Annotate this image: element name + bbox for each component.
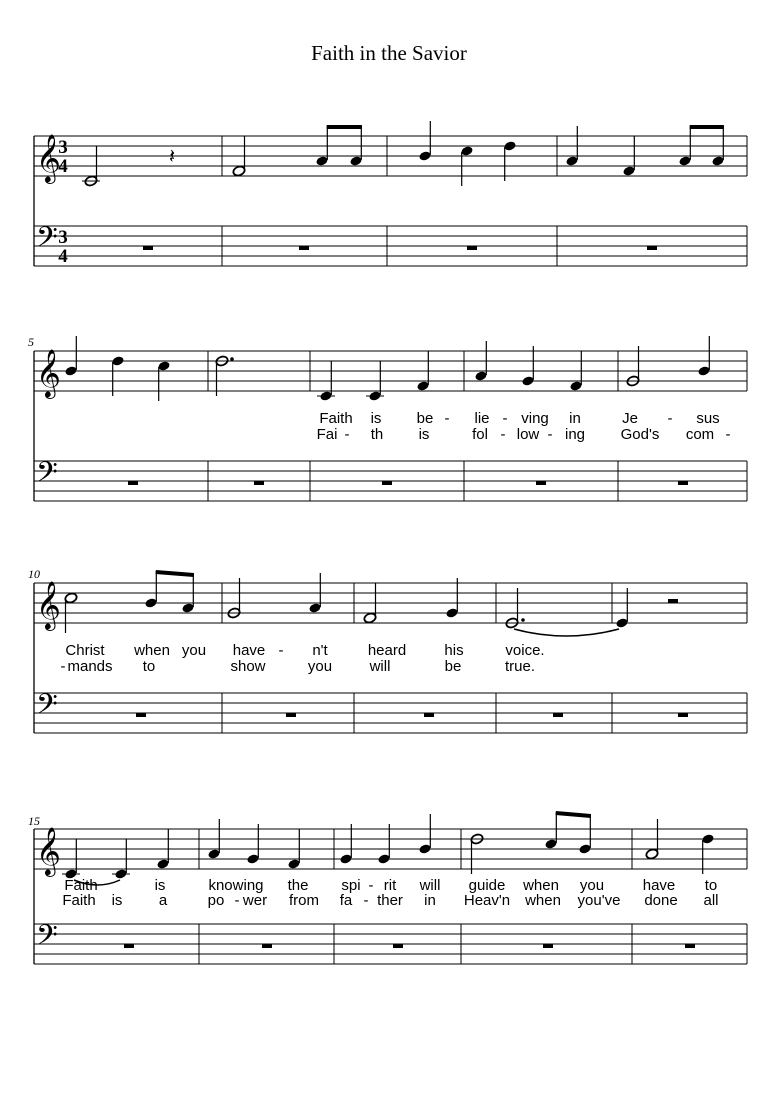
system-1: [34, 121, 747, 267]
bass-staff: [34, 924, 747, 964]
lyric-syllable: will: [419, 877, 441, 894]
lyric-syllable: be: [416, 410, 434, 427]
lyric-syllable: to: [142, 658, 156, 675]
whole-rest-icon: [299, 246, 309, 250]
bass-clef-icon: 𝄢: [36, 688, 58, 728]
whole-rest-icon: [286, 713, 296, 717]
lyric-syllable: from: [289, 892, 319, 909]
note-quarter: [246, 824, 259, 865]
system-3: [28, 567, 747, 733]
lyric-syllable: God's: [620, 426, 660, 443]
lyric-syllable: in: [569, 410, 581, 427]
lyric-syllable: low: [516, 426, 540, 443]
lyric-syllable: Faith: [64, 877, 98, 894]
lyric-syllable: is: [418, 426, 430, 443]
time-sig-numerator: 3: [58, 137, 68, 158]
whole-rest-icon: [124, 944, 134, 948]
note-eighth: [578, 815, 591, 855]
lyric-syllable: true.: [504, 658, 536, 675]
lyric-hyphen: -: [368, 877, 374, 894]
page-title: Faith in the Savior: [311, 41, 467, 65]
lyric-syllable: fa: [339, 892, 353, 909]
treble-staff: [34, 583, 747, 623]
whole-rest-icon: [424, 713, 434, 717]
tie: [514, 629, 619, 636]
lyric-hyphen: -: [725, 426, 731, 443]
lyric-syllable: th: [370, 426, 384, 443]
lyric-syllable: ing: [564, 426, 586, 443]
lyric-syllable: n't: [312, 642, 328, 659]
whole-rest-icon: [143, 246, 153, 250]
whole-rest-icon: [382, 481, 392, 485]
whole-rest-icon: [553, 713, 563, 717]
lyric-syllable: all: [703, 892, 719, 909]
note-eighth: [144, 571, 157, 609]
lyric-hyphen: -: [547, 426, 553, 443]
lyric-syllable: knowing: [208, 877, 264, 894]
lyric-syllable: fol: [472, 426, 488, 443]
whole-rest-icon: [393, 944, 403, 948]
lyric-syllable: Christ: [65, 642, 105, 659]
system-4: [28, 812, 747, 964]
barlines: [222, 583, 747, 733]
lyric-syllable: you: [181, 642, 207, 659]
whole-rest-icon: [678, 481, 688, 485]
lyric-syllable: when: [525, 892, 561, 909]
note-quarter: [377, 824, 390, 865]
time-sig-denominator: 4: [58, 246, 68, 267]
beam: [156, 572, 194, 575]
note-eighth: [181, 574, 194, 614]
lyric-syllable: guide: [468, 877, 506, 894]
lyric-syllable: in: [424, 892, 436, 909]
treble-clef-icon: 𝄞: [36, 580, 61, 629]
lyric-syllable: will: [369, 658, 391, 675]
whole-rest-icon: [262, 944, 272, 948]
note-quarter: [64, 336, 77, 377]
lyric-hyphen: -: [444, 410, 450, 427]
note-quarter: [418, 814, 431, 855]
whole-rest-icon: [678, 713, 688, 717]
lyric-syllable: the: [287, 877, 309, 894]
lyric-syllable: show: [230, 658, 266, 675]
whole-rest-icon: [647, 246, 657, 250]
note-eighth: [544, 812, 557, 850]
lyric-syllable: lie: [474, 410, 490, 427]
lyric-syllable: Heav'n: [463, 892, 511, 909]
note-quarter: [418, 121, 431, 162]
note-quarter: [615, 588, 628, 629]
lyric-syllable: po: [207, 892, 225, 909]
lyric-syllable: sus: [696, 410, 720, 427]
lyric-syllable: to: [704, 877, 718, 894]
lyric-syllable: his: [444, 642, 464, 659]
lyric-syllable: when: [134, 642, 170, 659]
lyric-syllable: com: [685, 426, 715, 443]
lyric-hyphen: -: [60, 658, 66, 675]
note-quarter: [111, 355, 124, 396]
lyric-syllable: when: [523, 877, 559, 894]
lyric-hyphen: -: [344, 426, 350, 443]
whole-rest-icon: [543, 944, 553, 948]
lyric-syllable: you've: [577, 892, 621, 909]
treble-staff: [34, 136, 747, 176]
lyric-hyphen: -: [667, 410, 673, 427]
bass-staff: [34, 226, 747, 266]
beam: [556, 813, 591, 816]
time-sig-numerator: 3: [58, 227, 68, 248]
lyric-syllable: is: [370, 410, 382, 427]
whole-rest-icon: [467, 246, 477, 250]
lyric-hyphen: -: [363, 892, 369, 909]
lyric-syllable: is: [154, 877, 166, 894]
whole-rest-icon: [128, 481, 138, 485]
lyric-syllable: Faith: [319, 410, 353, 427]
lyric-syllable: wer: [242, 892, 268, 909]
lyric-syllable: ther: [377, 892, 403, 909]
lyric-syllable: a: [158, 892, 168, 909]
lyric-syllable: mands: [67, 658, 113, 675]
note-quarter: [697, 336, 710, 377]
treble-clef-icon: 𝄞: [36, 826, 61, 875]
bass-clef-icon: 𝄢: [36, 919, 58, 959]
lyric-syllable: you: [579, 877, 605, 894]
note-quarter: [701, 833, 714, 874]
note-quarter: [503, 140, 516, 181]
half-rest-icon: [668, 599, 678, 603]
treble-clef-icon: 𝄞: [36, 133, 61, 182]
lyric-syllable: be: [444, 658, 462, 675]
bass-clef-icon: 𝄢: [36, 456, 58, 496]
lyric-syllable: is: [111, 892, 123, 909]
note-quarter: [521, 346, 534, 387]
whole-rest-icon: [536, 481, 546, 485]
lyric-syllable: have: [232, 642, 266, 659]
measure-number: 10: [28, 567, 40, 581]
quarter-rest-icon: 𝄽: [168, 144, 176, 168]
whole-rest-icon: [254, 481, 264, 485]
measure-number: 5: [28, 335, 34, 349]
lyric-syllable: Fai: [316, 426, 338, 443]
treble-clef-icon: 𝄞: [36, 348, 61, 397]
lyric-syllable: done: [644, 892, 678, 909]
lyric-hyphen: -: [500, 426, 506, 443]
treble-staff: [34, 351, 747, 391]
lyric-hyphen: -: [234, 892, 240, 909]
bass-clef-icon: 𝄢: [36, 221, 58, 261]
lyric-syllable: heard: [367, 642, 407, 659]
lyric-syllable: you: [307, 658, 333, 675]
whole-rest-icon: [136, 713, 146, 717]
lyric-syllable: Faith: [62, 892, 96, 909]
note-quarter: [339, 824, 352, 865]
lyric-syllable: spi: [341, 877, 361, 894]
lyric-syllable: Je: [622, 410, 638, 427]
measure-number: 15: [28, 814, 40, 828]
treble-staff: [34, 829, 747, 869]
lyric-hyphen: -: [278, 642, 284, 659]
time-sig-denominator: 4: [58, 156, 68, 177]
system-2: [28, 335, 747, 501]
lyric-syllable: rit: [383, 877, 397, 894]
note-quarter: [445, 578, 458, 619]
lyric-syllable: voice.: [505, 642, 545, 659]
lyric-hyphen: -: [502, 410, 508, 427]
lyric-syllable: ving: [521, 410, 549, 427]
lyric-syllable: have: [642, 877, 676, 894]
whole-rest-icon: [685, 944, 695, 948]
